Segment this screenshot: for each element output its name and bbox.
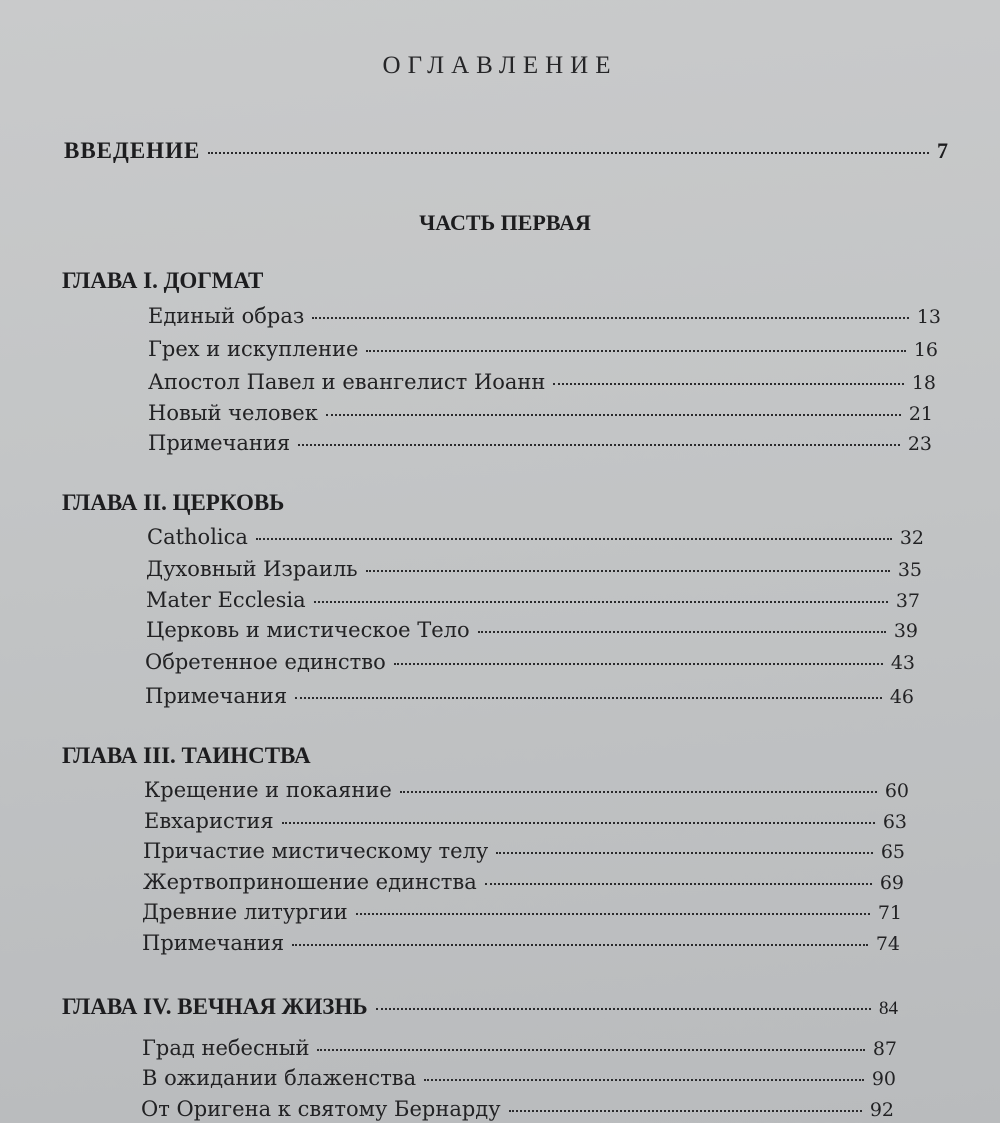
toc-entry-label: Примечания	[145, 684, 288, 708]
toc-intro-label: ВВЕДЕНИЕ	[64, 138, 201, 163]
toc-entry-label: Примечания	[148, 431, 291, 455]
leader-dots	[295, 697, 882, 699]
toc-entry-page: 18	[911, 372, 936, 394]
leader-dots	[424, 1079, 864, 1081]
leader-dots	[314, 601, 888, 603]
toc-entry-page: 39	[893, 620, 918, 642]
toc-entry-page: 37	[895, 590, 920, 612]
toc-entry-page: 43	[890, 652, 915, 674]
toc-entry	[142, 900, 902, 924]
toc-entry	[148, 431, 932, 455]
toc-entry-page: 16	[913, 339, 938, 361]
chapter-title: ГЛАВА I. ДОГМАТ	[62, 268, 264, 293]
leader-dots	[496, 852, 873, 854]
toc-entry	[145, 684, 914, 708]
toc-entry	[142, 931, 900, 955]
toc-intro-row	[64, 138, 949, 164]
toc-entry-label: Новый человек	[148, 401, 318, 425]
toc-entry	[146, 557, 922, 581]
toc-entry	[142, 1036, 897, 1060]
toc-entry-label: Крещение и покаяние	[144, 778, 392, 802]
toc-entry-page: 23	[907, 433, 932, 455]
toc-entry	[148, 337, 938, 361]
leader-dots	[366, 570, 890, 572]
toc-entry-label: Древние литургии	[142, 900, 348, 924]
toc-entry-label: От Оригена к святому Бернарду	[141, 1097, 501, 1121]
toc-entry	[147, 525, 924, 549]
toc-entry-page: 71	[877, 902, 902, 924]
toc-intro-page: 7	[937, 138, 949, 163]
leader-dots	[376, 1008, 871, 1010]
toc-entry-label: Mater Ecclesia	[146, 588, 306, 612]
toc-entry-label: Церковь и мистическое Тело	[146, 618, 470, 642]
toc-entry-page: 87	[872, 1038, 897, 1060]
toc-entry-page: 32	[899, 527, 924, 549]
toc-entry-label: Единый образ	[148, 304, 305, 328]
toc-entry	[141, 1097, 894, 1121]
toc-entry-label: Причастие мистическому телу	[143, 839, 489, 863]
toc-entry-page: 90	[871, 1068, 896, 1090]
leader-dots	[485, 883, 872, 885]
toc-entry-page: 65	[880, 841, 905, 863]
toc-entry-label: Catholica	[147, 525, 248, 549]
leader-dots	[292, 944, 868, 946]
leader-dots	[256, 538, 892, 540]
toc-entry-page: 21	[908, 403, 933, 425]
toc-entry-page: 13	[916, 306, 941, 328]
toc-entry-page: 74	[875, 933, 900, 955]
toc-entry	[143, 870, 904, 894]
toc-entry-page: 46	[889, 686, 914, 708]
toc-entry-page: 69	[879, 872, 904, 894]
toc-entry-page: 60	[884, 780, 909, 802]
leader-dots	[282, 822, 875, 824]
toc-entry	[144, 778, 909, 802]
leader-dots	[509, 1110, 862, 1112]
toc-entry	[148, 401, 933, 425]
toc-entry-label: Апостол Павел и евангелист Иоанн	[148, 370, 546, 394]
chapter-title: ГЛАВА III. ТАИНСТВА	[62, 743, 311, 768]
part-title: ЧАСТЬ ПЕРВАЯ	[419, 210, 591, 235]
toc-entry-page: 92	[869, 1099, 894, 1121]
toc-entry	[144, 809, 907, 833]
chapter-title-page: 84	[879, 998, 898, 1019]
toc-entry	[145, 650, 915, 674]
chapter-title: ГЛАВА IV. ВЕЧНАЯ ЖИЗНЬ	[62, 994, 368, 1019]
leader-dots	[366, 350, 905, 352]
toc-entry	[146, 618, 918, 642]
leader-dots	[553, 383, 903, 385]
toc-entry-label: Примечания	[142, 931, 285, 955]
leader-dots	[394, 663, 883, 665]
toc-entry	[146, 588, 920, 612]
leader-dots	[478, 631, 886, 633]
toc-entry	[148, 370, 936, 394]
toc-entry-label: Жертвоприношение единства	[143, 870, 477, 894]
leader-dots	[312, 317, 908, 319]
toc-title: ОГЛАВЛЕНИЕ	[382, 52, 618, 79]
leader-dots	[400, 791, 877, 793]
toc-entry-page: 63	[882, 811, 907, 833]
toc-entry	[142, 1066, 896, 1090]
leader-dots	[326, 414, 901, 416]
leader-dots	[317, 1049, 864, 1051]
toc-entry-label: Град небесный	[142, 1036, 310, 1060]
toc-entry-label: Евхаристия	[144, 809, 274, 833]
toc-entry-page: 35	[897, 559, 922, 581]
leader-dots	[208, 152, 929, 154]
toc-entry-label: Обретенное единство	[145, 650, 386, 674]
toc-entry	[143, 839, 905, 863]
toc-entry	[148, 304, 941, 328]
chapter-title: ГЛАВА II. ЦЕРКОВЬ	[62, 490, 285, 515]
leader-dots	[298, 444, 900, 446]
toc-entry-label: Духовный Израиль	[146, 557, 358, 581]
chapter-title-row	[62, 994, 898, 1020]
toc-entry-label: Грех и искупление	[148, 337, 359, 361]
leader-dots	[356, 913, 870, 915]
toc-entry-label: В ожидании блаженства	[142, 1066, 417, 1090]
